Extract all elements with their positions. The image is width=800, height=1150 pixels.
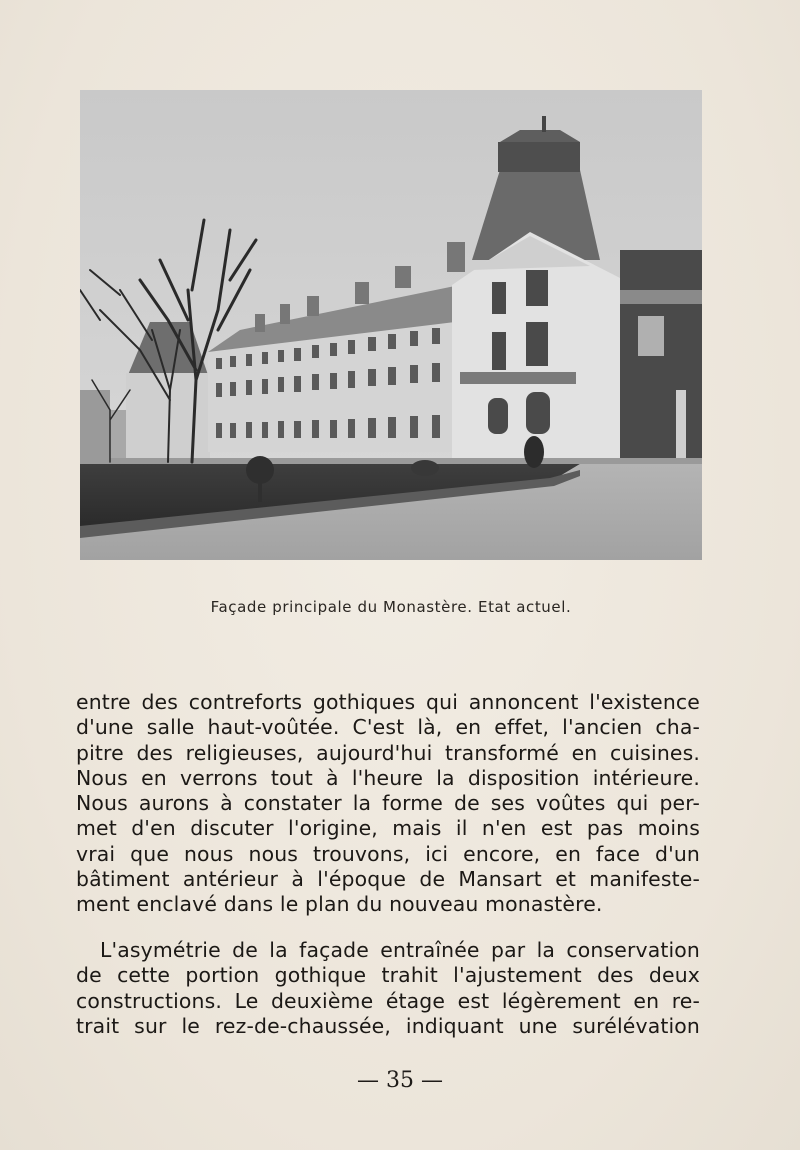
monastery-facade-photo	[80, 90, 702, 560]
text-line: Nous aurons à constater la forme de ses voûtes qui per-	[76, 791, 700, 816]
text-line: trait sur le rez-de-chaussée, indiquant une surélévation	[76, 1013, 700, 1038]
text-line: vrai que nous nous trouvons, ici encore, en face d'un	[76, 841, 700, 866]
text-line: constructions. Le deuxième étage est légèrement en re-	[76, 988, 700, 1013]
text-line: d'une salle haut-voûtée. C'est là, en effet, l'ancien cha-	[76, 715, 700, 740]
text-line: met d'en discuter l'origine, mais il n'en est pas moins	[76, 816, 700, 841]
photo-caption: Façade principale du Monastère. Etat actuel.	[210, 598, 572, 616]
text-line: L'asymétrie de la façade entraînée par la conservation	[100, 938, 700, 962]
paragraph	[76, 690, 700, 918]
text-line: entre des contreforts gothiques qui annoncent l'existence	[76, 690, 700, 714]
paragraph	[76, 938, 700, 1039]
text-line: ment enclavé dans le plan du nouveau monastère.	[76, 892, 603, 917]
text-line: pitre des religieuses, aujourd'hui transformé en cuisines.	[76, 740, 700, 765]
text-line: Nous en verrons tout à l'heure la disposition intérieure.	[76, 765, 700, 790]
text-line: de cette portion gothique trahit l'ajustement des deux	[76, 963, 700, 988]
page-number: — 35 —	[357, 1068, 443, 1093]
text-line: bâtiment antérieur à l'époque de Mansart et manifeste-	[76, 867, 700, 892]
